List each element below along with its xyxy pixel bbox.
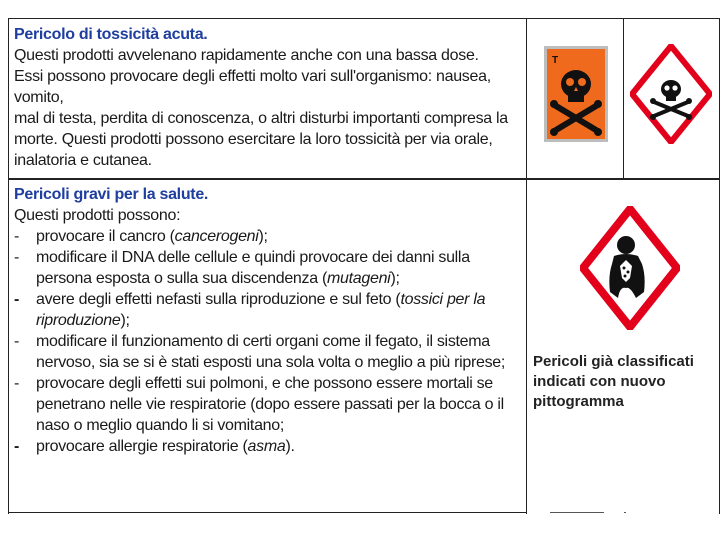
list-item: [14, 436, 524, 457]
list-item: [14, 289, 524, 331]
skull-crossbones-orange-icon: [544, 46, 608, 142]
bottom-edge-mark: [550, 512, 604, 513]
row-divider: [8, 178, 720, 180]
health-hazard-intro: Questi prodotti possono:: [14, 207, 181, 224]
item-emphasis: cancerogeni: [174, 228, 259, 245]
pictogram-note: Pericoli già classificati indicati con nuovo pittogramma: [533, 353, 694, 410]
acute-toxicity-line: mal di testa, perdita di conoscenza, o altri disturbi importanti compresa la: [14, 110, 508, 127]
acute-toxicity-line: Essi possono provocare degli effetti molto vari sull'organismo: nausea, vomito,: [14, 68, 491, 106]
list-dash: -: [14, 228, 20, 245]
list-item: [14, 247, 524, 289]
item-text-end: ).: [285, 438, 295, 455]
list-dash: -: [14, 291, 20, 308]
item-text-end: );: [390, 270, 400, 287]
item-emphasis: mutageni: [327, 270, 391, 287]
list-item: [14, 331, 524, 373]
ghs-skull-icon: [630, 44, 712, 144]
ghs-health-hazard-icon: [580, 206, 680, 330]
item-text: provocare degli effetti sui polmoni, e che possono essere mortali se penetrano nelle vie respiratorie (dopo essere passati per la bocca o il naso o meglio quando li si vomitano;: [36, 375, 504, 434]
acute-toxicity-title: Pericolo di tossicità acuta.: [14, 26, 208, 43]
item-text: provocare il cancro (: [36, 228, 175, 245]
list-dash: -: [14, 249, 20, 266]
old-symbol-letter: T: [552, 55, 559, 66]
list-dash: -: [14, 333, 20, 350]
column-divider-2: [623, 18, 624, 178]
table-border-bottom: [8, 512, 526, 513]
acute-toxicity-line: Questi prodotti avvelenano rapidamente anche con una bassa dose.: [14, 47, 479, 64]
table-border-top: [8, 18, 720, 19]
list-dash: -: [14, 438, 20, 455]
item-text-end: );: [258, 228, 268, 245]
item-text: provocare allergie respiratorie (: [36, 438, 248, 455]
health-hazard-title: Pericoli gravi per la salute.: [14, 186, 209, 203]
list-dash: -: [14, 375, 20, 392]
acute-toxicity-cell: [14, 24, 524, 171]
list-item: [14, 373, 524, 436]
table-border-left: [8, 18, 9, 514]
column-divider: [526, 18, 527, 514]
bottom-edge-mark: [624, 512, 626, 513]
item-text: avere degli effetti nefasti sulla riproduzione e sul feto (: [36, 291, 401, 308]
list-item: [14, 226, 524, 247]
acute-toxicity-line: morte. Questi prodotti possono esercitare la loro tossicità per via orale,: [14, 131, 493, 148]
item-emphasis: asma: [247, 438, 286, 455]
item-emphasis: tossici per la riproduzione: [36, 291, 486, 329]
item-text: modificare il funzionamento di certi organi come il fegato, il sistema nervoso, sia se si è stati esposti una sola volta o meglio a più riprese;: [36, 333, 506, 371]
item-text: modificare il DNA delle cellule e quindi provocare dei danni sulla persona esposta o sulla sua discendenza (: [36, 249, 470, 287]
health-hazard-cell: [14, 184, 524, 457]
acute-toxicity-line: inalatoria e cutanea.: [14, 152, 152, 169]
item-text-end: );: [120, 312, 130, 329]
